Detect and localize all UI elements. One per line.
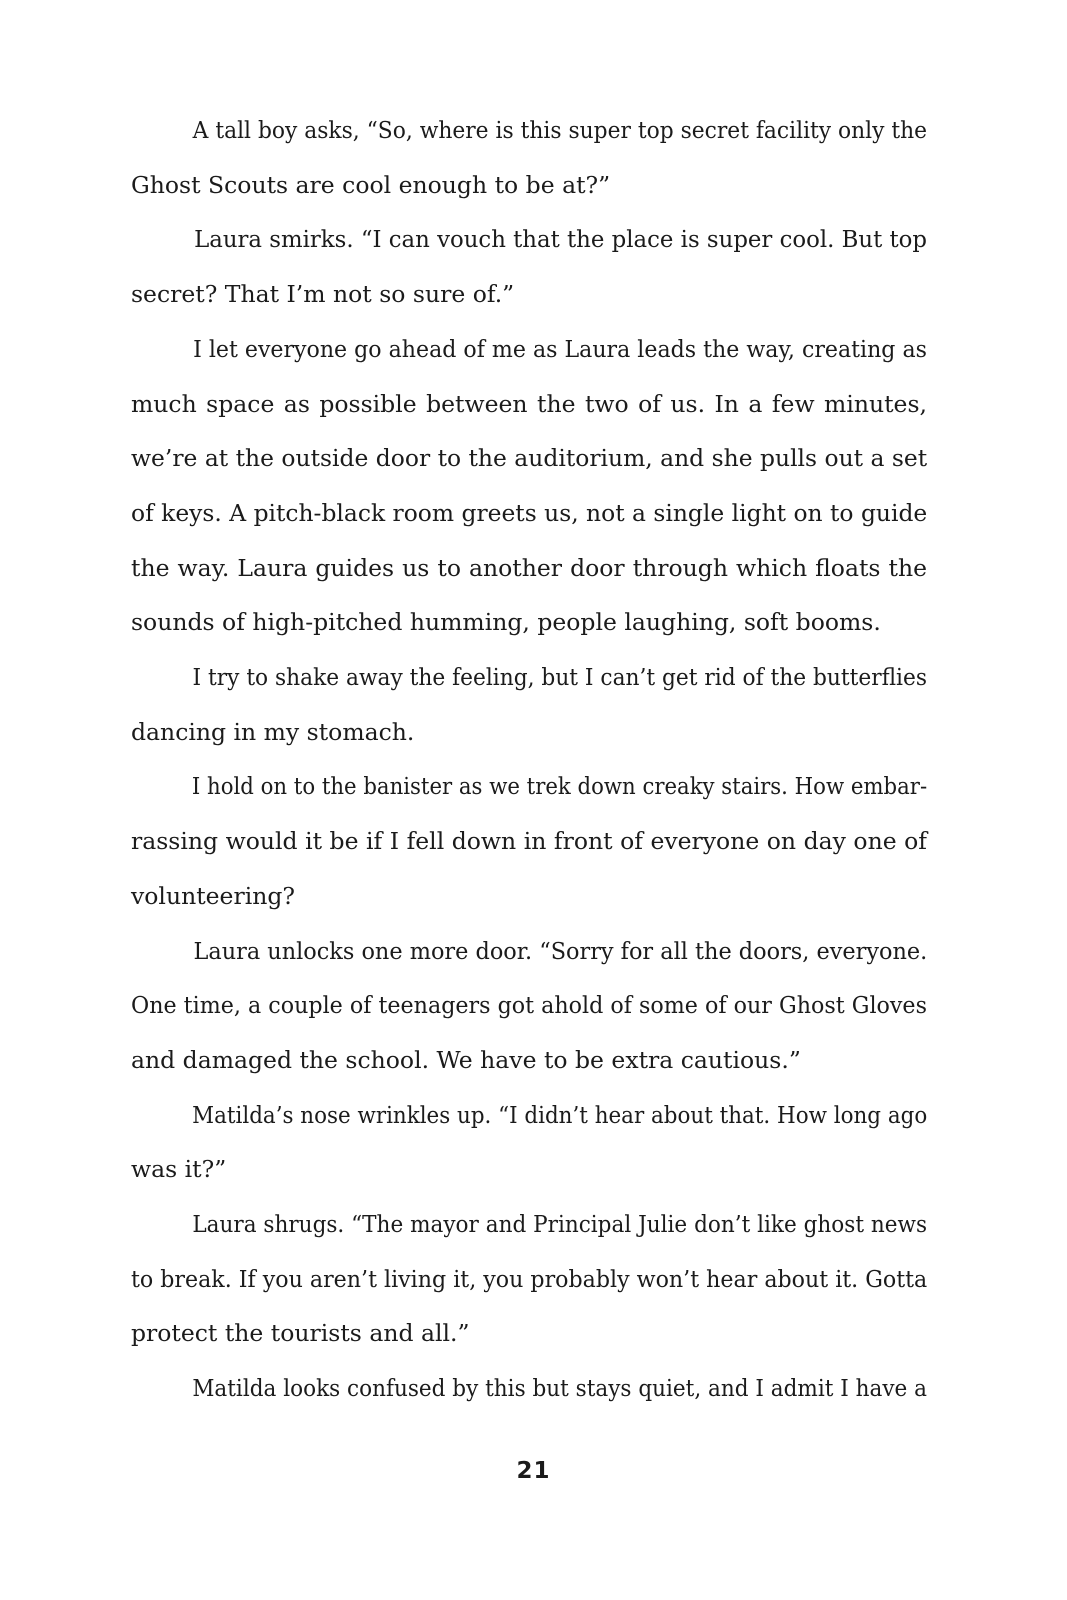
text-line: and damaged the school. We have to be extra cautious.” (131, 1045, 801, 1074)
text-line: secret? That I’m not so sure of.” (131, 280, 515, 309)
paragraph (131, 924, 927, 1088)
body-text (131, 103, 927, 1416)
page-number: 21 (516, 1458, 551, 1484)
text-line: One time, a couple of teenagers got ahold of some of our Ghost Gloves (131, 991, 927, 1020)
paragraph (131, 759, 927, 923)
text-line: Ghost Scouts are cool enough to be at?” (131, 170, 611, 199)
text-line: the way. Laura guides us to another door through which floats the (131, 553, 927, 582)
text-line: A tall boy asks, “So, where is this super top secret facility only the (192, 116, 928, 144)
paragraph (131, 212, 927, 321)
text-line: protect the tourists and all.” (131, 1319, 470, 1348)
text-line: dancing in my stomach. (131, 717, 415, 746)
paragraph (131, 322, 927, 650)
text-line: I let everyone go ahead of me as Laura leads the way, creating as (193, 334, 927, 363)
text-line: much space as possible between the two of us. In a few minutes, (131, 389, 927, 418)
text-line: we’re at the outside door to the auditorium, and she pulls out a set (131, 444, 928, 473)
text-line: I try to shake away the feeling, but I can’t get rid of the butterflies (192, 663, 927, 692)
text-line: sounds of high-pitched humming, people laughing, soft booms. (131, 608, 881, 637)
paragraph (131, 103, 927, 212)
text-line: of keys. A pitch-black room greets us, not a single light on to guide (131, 498, 928, 527)
text-line: to break. If you aren’t living it, you probably won’t hear about it. Gotta (131, 1264, 928, 1293)
text-line: Laura unlocks one more door. “Sorry for all the doors, everyone. (193, 936, 928, 965)
paragraph (131, 1197, 927, 1361)
paragraph (131, 1088, 927, 1197)
text-line: was it?” (131, 1155, 227, 1184)
text-line: Matilda’s nose wrinkles up. “I didn’t hear about that. How long ago (192, 1100, 928, 1129)
text-line: Laura shrugs. “The mayor and Principal Julie don’t like ghost news (192, 1210, 928, 1239)
paragraph (131, 1361, 927, 1416)
text-line: Laura smirks. “I can vouch that the place is super cool. But top (194, 225, 928, 254)
text-line: volunteering? (131, 881, 295, 910)
text-line: I hold on to the banister as we trek down creaky stairs. How embar- (191, 772, 928, 801)
text-line: rassing would it be if I fell down in front of everyone on day one of (131, 827, 927, 856)
text-line: Matilda looks confused by this but stays quiet, and I admit I have a (192, 1374, 928, 1403)
paragraph (131, 650, 927, 759)
